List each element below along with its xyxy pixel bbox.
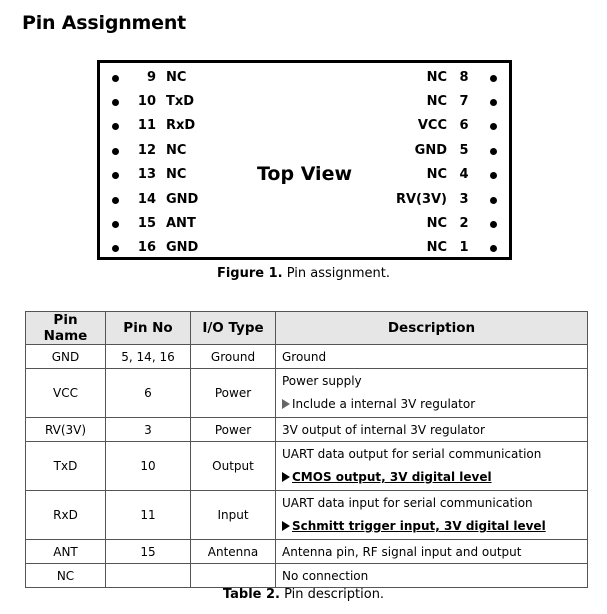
- description-note: [282, 515, 581, 538]
- pin-label: GND: [166, 240, 199, 255]
- table-caption-text: Pin description.: [279, 587, 385, 602]
- pin-number: 13: [137, 167, 156, 182]
- pin-number: 1: [459, 240, 469, 255]
- pin-number: 9: [146, 70, 156, 85]
- pin-label: RV(3V): [395, 192, 447, 207]
- pin-label: NC: [426, 167, 447, 182]
- pin-number: 10: [137, 94, 156, 109]
- pin-no-cell: 3: [106, 418, 191, 442]
- pin-label: NC: [166, 167, 187, 182]
- description-cell: Antenna pin, RF signal input and output: [276, 540, 588, 564]
- pin-right-3: [369, 116, 509, 136]
- pin-name-cell: RxD: [26, 491, 106, 540]
- pin-no-cell: [106, 564, 191, 588]
- pin-no-cell: 10: [106, 442, 191, 491]
- table-row: [26, 491, 588, 540]
- pin-number: 2: [459, 216, 469, 231]
- pin-left-6: [100, 190, 210, 210]
- figure-caption-text: Pin assignment.: [282, 266, 391, 281]
- pin-dot: [490, 75, 497, 82]
- table-header-row: [26, 312, 588, 345]
- pin-name-cell: TxD: [26, 442, 106, 491]
- column-header-description: Description: [276, 312, 588, 345]
- pin-dot: [490, 99, 497, 106]
- column-header-io-type: I/O Type: [191, 312, 276, 345]
- triangle-bullet-icon: [282, 472, 290, 482]
- column-header-pin-name: Pin Name: [26, 312, 106, 345]
- pin-right-6: [369, 190, 509, 210]
- pin-number: 3: [459, 192, 469, 207]
- io-type-cell: Ground: [191, 345, 276, 369]
- description-line: UART data output for serial communication: [282, 447, 542, 461]
- pin-left-3: [100, 116, 210, 136]
- table-caption: [0, 587, 607, 602]
- pin-number: 8: [459, 70, 469, 85]
- pin-number: 4: [459, 167, 469, 182]
- pin-label: GND: [414, 143, 447, 158]
- figure-caption-label: Figure 1.: [216, 266, 283, 281]
- pin-label: GND: [166, 192, 199, 207]
- pin-number: 5: [459, 143, 469, 158]
- pin-number: 12: [137, 143, 156, 158]
- pin-name-cell: GND: [26, 345, 106, 369]
- page-heading: Pin Assignment: [22, 12, 187, 34]
- column-header-pin-no: Pin No: [106, 312, 191, 345]
- io-type-cell: Power: [191, 418, 276, 442]
- description-cell: Ground: [276, 345, 588, 369]
- table-row: [26, 540, 588, 564]
- pin-left-2: [100, 92, 210, 112]
- pin-dot: [112, 148, 119, 155]
- description-cell: No connection: [276, 564, 588, 588]
- table-row: [26, 564, 588, 588]
- pin-no-cell: 6: [106, 369, 191, 418]
- pin-label: NC: [426, 70, 447, 85]
- pin-dot: [490, 148, 497, 155]
- pin-dot: [490, 123, 497, 130]
- pin-number: 6: [459, 118, 469, 133]
- pin-label: TxD: [166, 94, 195, 109]
- description-note-text: Schmitt trigger input, 3V digital level: [292, 519, 546, 533]
- io-type-cell: Output: [191, 442, 276, 491]
- table-row: [26, 442, 588, 491]
- pin-left-7: [100, 214, 210, 234]
- io-type-cell: Antenna: [191, 540, 276, 564]
- pin-label: NC: [166, 143, 187, 158]
- pin-dot: [112, 99, 119, 106]
- description-cell: [276, 491, 588, 540]
- pin-label: NC: [426, 240, 447, 255]
- pin-dot: [112, 75, 119, 82]
- pin-number: 15: [137, 216, 156, 231]
- pin-right-2: [369, 92, 509, 112]
- pin-label: NC: [426, 216, 447, 231]
- pin-number: 11: [137, 118, 156, 133]
- pin-name-cell: NC: [26, 564, 106, 588]
- pin-right-7: [369, 214, 509, 234]
- pin-number: 7: [459, 94, 469, 109]
- description-cell: [276, 369, 588, 418]
- top-view-label: Top View: [256, 163, 353, 185]
- description-note-text: CMOS output, 3V digital level: [292, 470, 492, 484]
- description-cell: 3V output of internal 3V regulator: [276, 418, 588, 442]
- pin-no-cell: 15: [106, 540, 191, 564]
- description-line: Power supply: [282, 374, 362, 388]
- pin-dot: [112, 197, 119, 204]
- pin-description-table: [25, 311, 588, 588]
- pin-dot: [112, 245, 119, 252]
- pin-dot: [490, 245, 497, 252]
- description-note: [282, 466, 581, 489]
- pin-name-cell: RV(3V): [26, 418, 106, 442]
- pin-dot: [112, 123, 119, 130]
- pin-name-cell: ANT: [26, 540, 106, 564]
- figure-caption: [0, 266, 607, 281]
- table-row: [26, 369, 588, 418]
- pin-number: 16: [137, 240, 156, 255]
- pin-dot: [112, 221, 119, 228]
- pin-left-4: [100, 141, 210, 161]
- pin-dot: [490, 197, 497, 204]
- description-line: UART data input for serial communication: [282, 496, 533, 510]
- pin-dot: [490, 221, 497, 228]
- pin-no-cell: 11: [106, 491, 191, 540]
- io-type-cell: [191, 564, 276, 588]
- description-note: [282, 393, 581, 416]
- pin-name-cell: VCC: [26, 369, 106, 418]
- pin-label: ANT: [166, 216, 196, 231]
- pin-left-8: [100, 238, 210, 258]
- pin-no-cell: 5, 14, 16: [106, 345, 191, 369]
- description-cell: [276, 442, 588, 491]
- pin-right-8: [369, 238, 509, 258]
- pin-right-1: [369, 68, 509, 88]
- io-type-cell: Input: [191, 491, 276, 540]
- io-type-cell: Power: [191, 369, 276, 418]
- table-caption-label: Table 2.: [222, 587, 280, 602]
- pin-right-4: [369, 141, 509, 161]
- triangle-bullet-icon: [282, 399, 290, 409]
- pin-label: VCC: [417, 118, 447, 133]
- pin-label: NC: [166, 70, 187, 85]
- description-note-text: Include a internal 3V regulator: [292, 397, 476, 411]
- pin-label: RxD: [166, 118, 196, 133]
- table-row: [26, 418, 588, 442]
- triangle-bullet-icon: [282, 521, 290, 531]
- pin-number: 14: [137, 192, 156, 207]
- pin-left-1: [100, 68, 210, 88]
- table-row: [26, 345, 588, 369]
- pin-label: NC: [426, 94, 447, 109]
- pin-diagram: [97, 60, 512, 260]
